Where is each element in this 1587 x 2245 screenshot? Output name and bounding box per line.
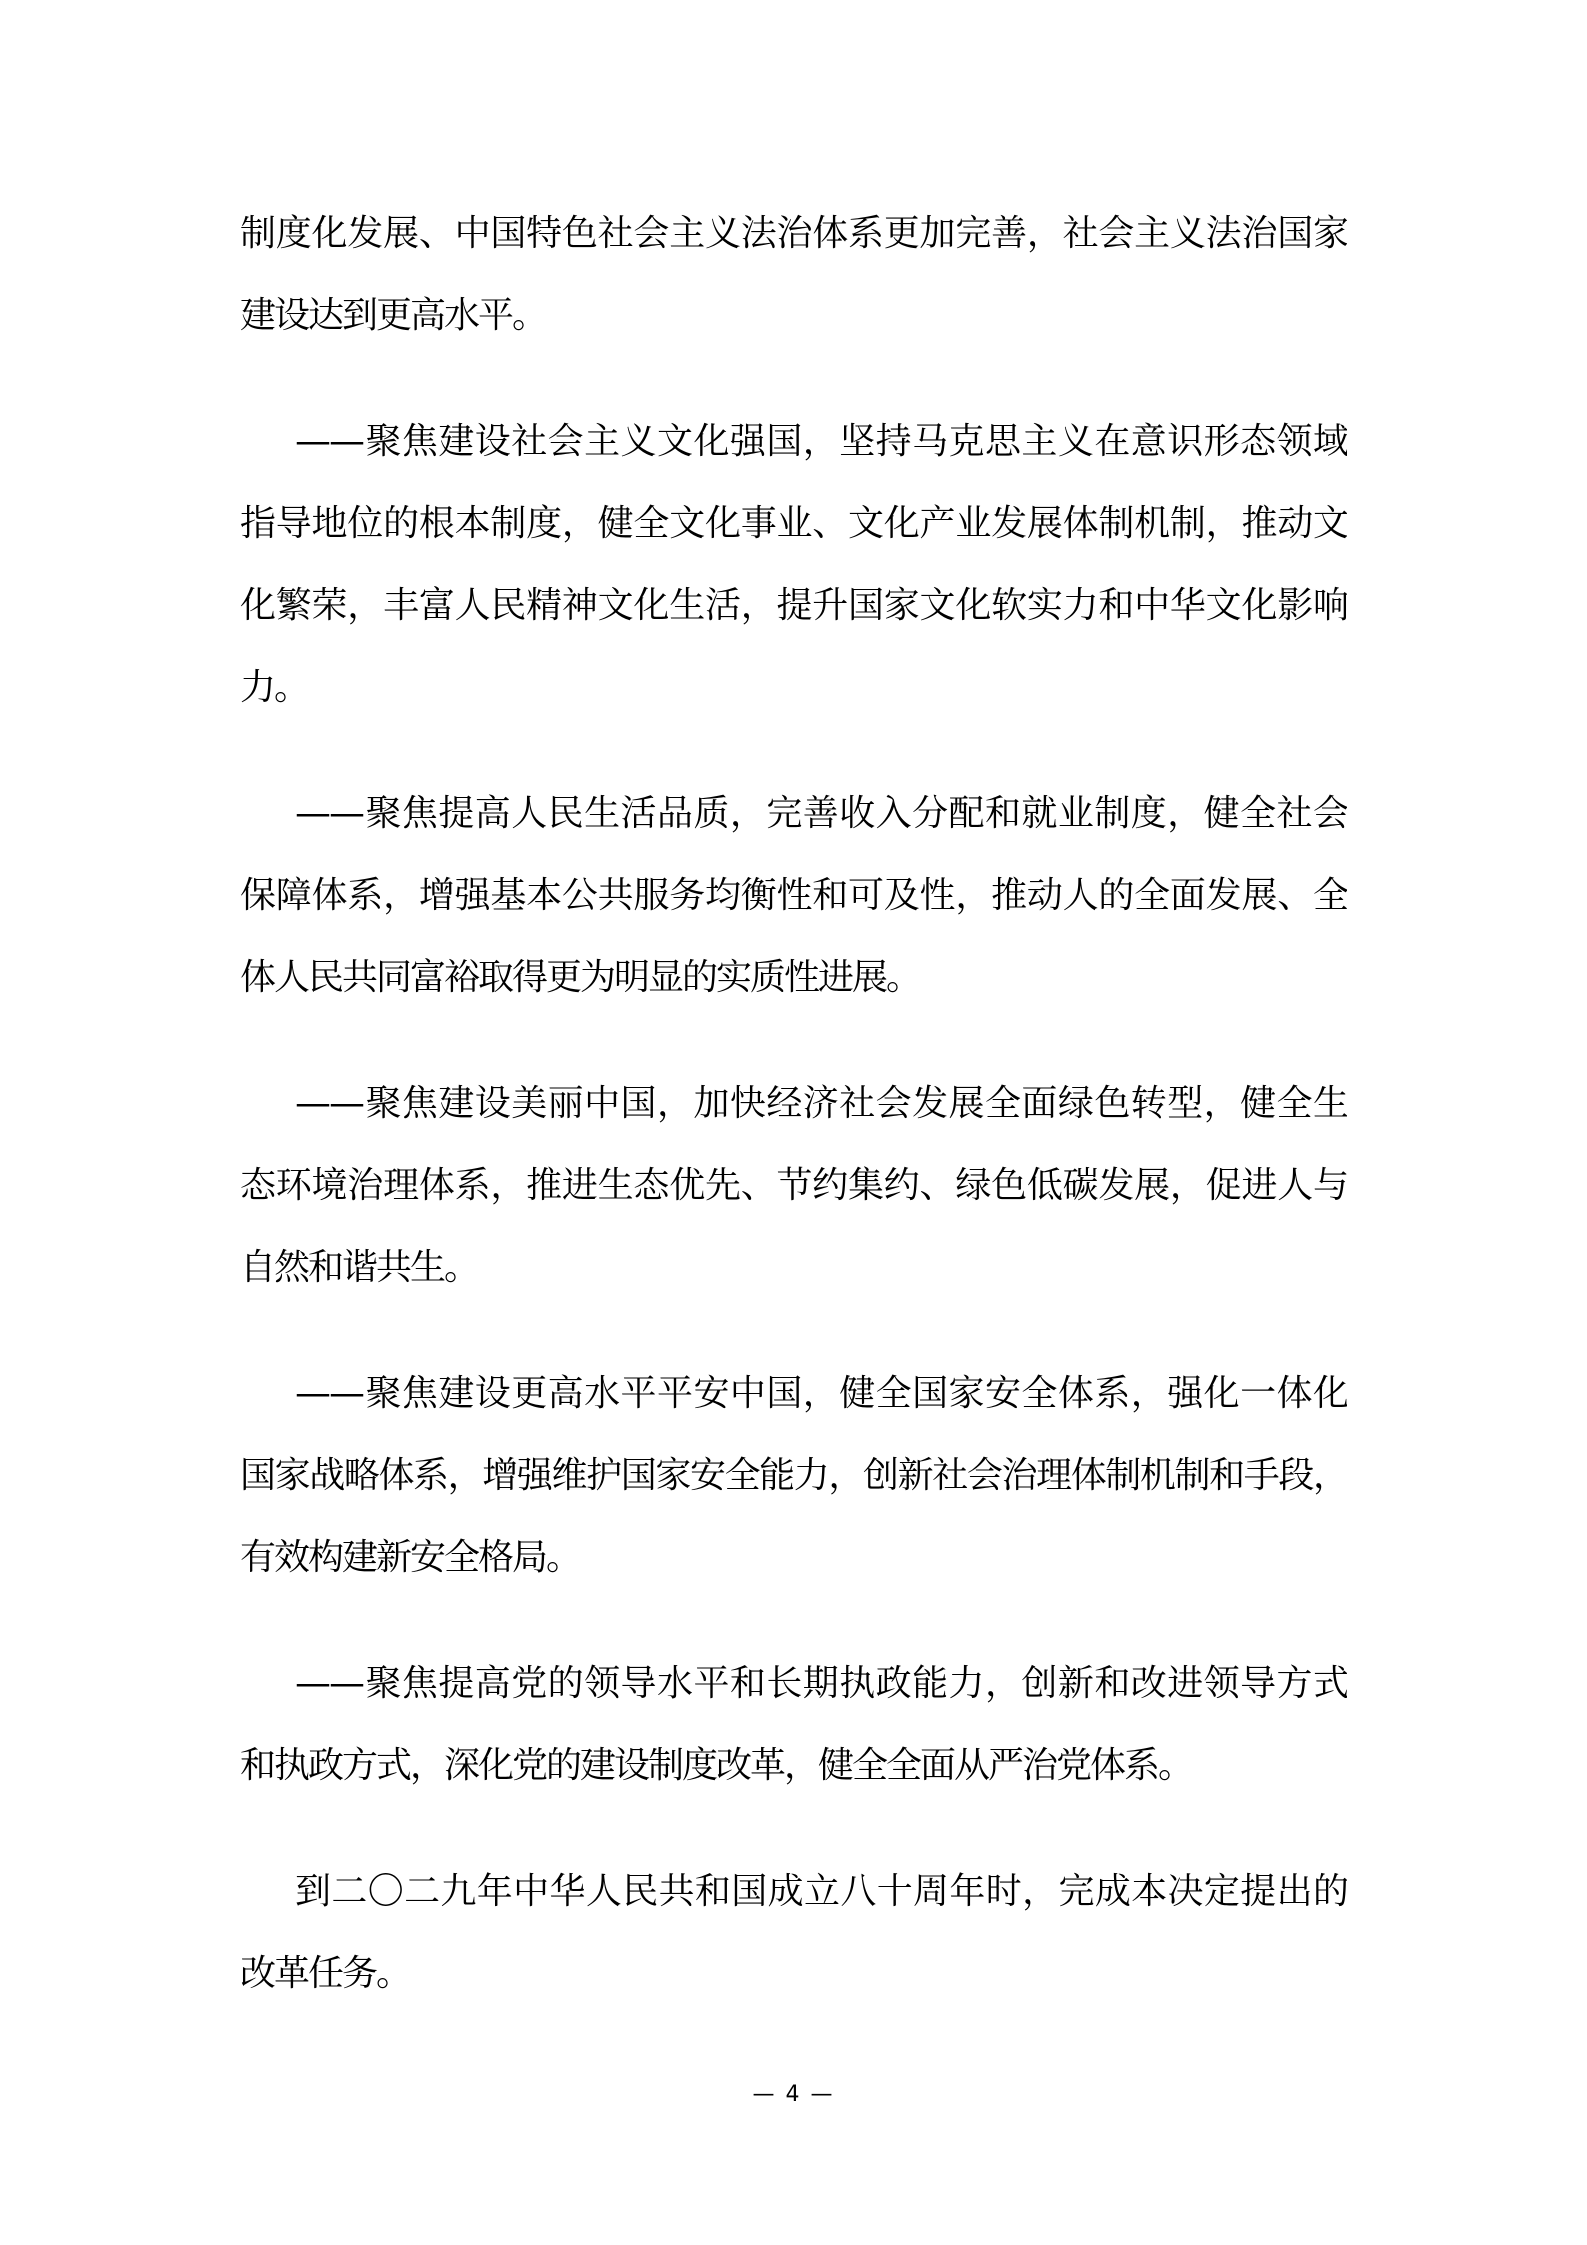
text-line: 化繁荣，丰富人民精神文化生活，提升国家文化软实力和中华文化影响 <box>240 585 1347 626</box>
text-line: ——聚焦提高人民生活品质，完善收入分配和就业制度，健全社会 <box>295 793 1347 834</box>
text-line: 自然和谐共生。 <box>240 1247 479 1288</box>
page-number: — 4 — <box>752 2082 835 2107</box>
paragraph <box>240 1353 1347 1599</box>
paragraph <box>240 1643 1347 1807</box>
text-line: ——聚焦建设美丽中国，加快经济社会发展全面绿色转型，健全生 <box>295 1083 1347 1124</box>
text-line: 力。 <box>240 667 309 708</box>
text-line: 国家战略体系，增强维护国家安全能力，创新社会治理体制机制和手段， <box>240 1455 1347 1496</box>
text-line: 态环境治理体系，推进生态优先、节约集约、绿色低碳发展，促进人与 <box>240 1165 1347 1206</box>
text-line: 改革任务。 <box>240 1953 411 1994</box>
document-body <box>240 193 1347 2015</box>
text-line: ——聚焦建设社会主义文化强国，坚持马克思主义在意识形态领域 <box>295 421 1347 462</box>
text-line: 到二〇二九年中华人民共和国成立八十周年时，完成本决定提出的 <box>295 1871 1347 1912</box>
text-line: 和执政方式，深化党的建设制度改革，健全全面从严治党体系。 <box>240 1745 1193 1786</box>
paragraph <box>240 193 1347 357</box>
paragraph <box>240 401 1347 729</box>
text-line: 体人民共同富裕取得更为明显的实质性进展。 <box>240 957 921 998</box>
text-line: 保障体系，增强基本公共服务均衡性和可及性，推动人的全面发展、全 <box>240 875 1347 916</box>
paragraph <box>240 1063 1347 1309</box>
paragraph <box>240 773 1347 1019</box>
text-line: 指导地位的根本制度，健全文化事业、文化产业发展体制机制，推动文 <box>240 503 1347 544</box>
text-line: 建设达到更高水平。 <box>240 295 547 336</box>
text-line: 制度化发展、中国特色社会主义法治体系更加完善，社会主义法治国家 <box>240 213 1347 254</box>
paragraph <box>240 1851 1347 2015</box>
text-line: 有效构建新安全格局。 <box>240 1537 581 1578</box>
text-line: ——聚焦提高党的领导水平和长期执政能力，创新和改进领导方式 <box>295 1663 1347 1704</box>
text-line: ——聚焦建设更高水平平安中国，健全国家安全体系，强化一体化 <box>295 1373 1347 1414</box>
